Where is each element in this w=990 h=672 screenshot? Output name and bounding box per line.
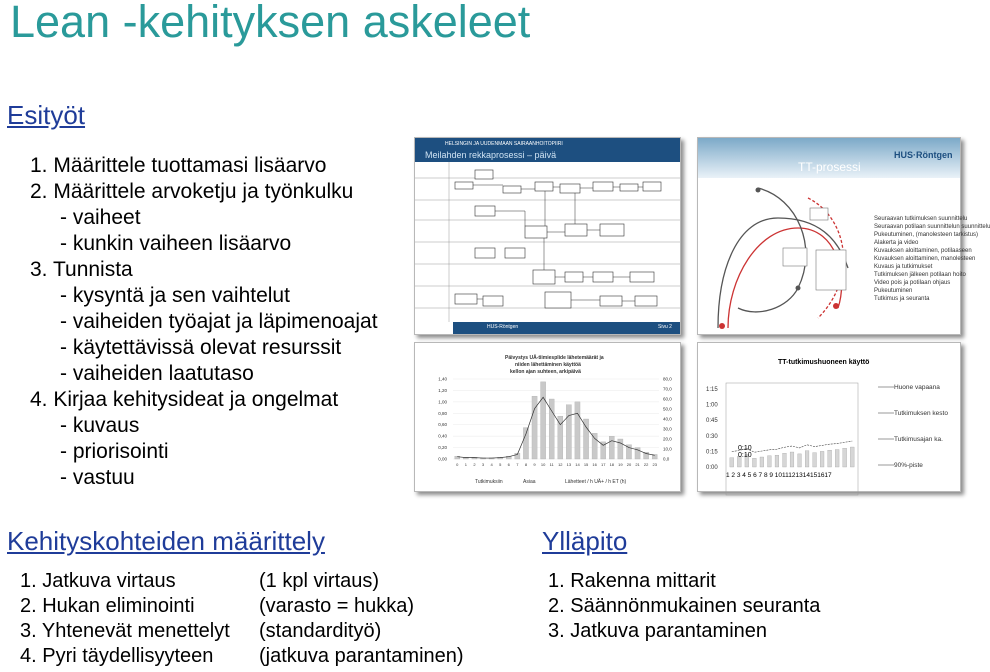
bar-chart-x-tick: 1 [464,462,467,467]
process-map-image [414,137,681,335]
tt-room-bar [760,457,764,467]
page-title: Lean -kehityksen askeleet [10,0,531,47]
process-map-title: Meilahden rekkaprosessi – päivä [425,150,557,160]
tt-legend-1: Seuraavan tutkimuksen suunnittelu [874,216,968,222]
tt-legend-11: Tutkimus ja seuranta [874,296,930,302]
bar-chart-bar [592,433,597,459]
bar-chart-left-tick: 1,40 [438,376,447,382]
bar-chart-bar [523,428,528,459]
tt-room-legend-3: Tutkimusajan ka. [894,436,943,443]
bar-chart-legend-1: Tutkimuksiin [475,479,503,485]
list-item: - käytettävissä olevat resurssit [60,336,342,359]
tt-room-bar [790,452,794,467]
bar-chart-x-tick: 16 [592,462,597,467]
bar-chart-x-tick: 14 [575,462,580,467]
tt-legend-7: Kuvaus ja tutkimukset [874,264,933,270]
hus-logo: HUS·Röntgen [894,150,953,160]
bar-chart-legend-2: Asiaa [523,479,536,485]
bar-chart-left-tick: 0,80 [438,410,447,416]
esityot-list [30,153,378,491]
tt-room-legend-4: 90%-piste [894,462,923,469]
bar-chart-bar [583,419,588,459]
tt-room-bar [730,458,734,467]
list-item: 3. Jatkuva parantaminen [548,620,768,642]
tt-process-image [697,137,990,335]
section-heading-kehitys: Kehityskohteiden määrittely [7,526,325,556]
list-item: 4. Kirjaa kehitysideat ja ongelmat [30,388,339,411]
list-item-note: (1 kpl virtaus) [259,570,380,592]
tt-annotation-1: 0:10 [738,445,752,452]
bar-chart-x-tick: 0 [456,462,459,467]
bar-chart-x-tick: 3 [481,462,485,467]
tt-room-bar [850,447,854,467]
bar-chart-right-tick: 70,0 [663,386,672,392]
list-item: 3. Yhtenevät menettelyt [20,620,230,642]
tt-room-y-tick: 1:15 [706,387,718,393]
tt-legend-4: Alakerta ja video [874,240,919,246]
tt-legend-9: Video pois ja potilaan ohjaus [874,280,951,286]
list-item: 2. Säännönmukainen seuranta [548,595,821,617]
bar-chart-x-tick: 7 [516,462,519,467]
bar-chart-x-tick: 12 [558,462,563,467]
bar-chart-bar [618,439,623,459]
bar-chart-x-tick: 19 [618,462,623,467]
list-item: 1. Määrittele tuottamasi lisäarvo [30,154,327,177]
bar-chart-x-tick: 13 [566,462,572,467]
section-heading-yllapito: Ylläpito [542,526,628,556]
bar-chart-x-tick: 4 [490,462,493,467]
bar-chart-x-tick: 5 [499,462,502,467]
bar-chart-bar [532,396,537,459]
bar-chart-line-series [457,397,654,458]
bar-chart-x-tick: 22 [643,462,649,467]
bar-chart-x-tick: 21 [635,462,640,467]
tt-room-legend-2: Tutkimuksen kesto [894,410,948,417]
tt-legend-6: Kuvauksen aloittaminen, manolesteen [874,256,976,262]
list-item: 3. Tunnista [30,258,133,281]
list-item: - vaiheiden työajat ja läpimenoajat [60,310,378,333]
list-item: 1. Jatkuva virtaus [20,570,176,592]
tt-room-y-tick: 0:15 [706,449,718,456]
tt-room-bar [768,456,772,467]
tt-room-bar [775,455,779,467]
process-map-footer-right: Sivu 2 [658,324,672,330]
tt-room-y-tick: 0:00 [706,465,718,471]
bar-chart-right-tick: 50,0 [663,406,672,412]
bar-chart-bar [609,436,614,459]
bar-chart-title-2: niiden lähettäminen käyttöä [515,362,581,368]
tt-room-bar [835,450,839,467]
bar-chart-x-tick: 2 [473,462,476,467]
tt-legend-5: Kuvauksen aloittaminen, potilaaseen [874,248,972,254]
yllapito-list [548,569,820,644]
bar-chart-left-tick: 0,00 [438,456,447,462]
bar-chart-x-tick: 17 [600,462,606,467]
process-map-diagram [415,162,680,334]
tt-room-bar [820,451,824,467]
tt-process-title: TT-prosessi [798,160,861,174]
bar-chart-x-tick: 18 [609,462,615,467]
tt-annotation-2: 0:10 [738,452,752,459]
tt-room-bar [783,453,787,467]
bar-chart-bar [575,402,580,459]
bar-chart-bar [566,405,571,459]
kehitys-labels [20,569,230,669]
bar-chart-left-tick: 0,20 [438,445,447,451]
tt-x-ticks: 1 2 3 4 5 6 7 8 9 1011121314151617 [726,472,832,479]
bar-chart-x-tick: 10 [540,462,546,467]
section-heading-esityot: Esityöt [7,100,86,130]
bar-chart-right-tick: 20,0 [663,436,672,442]
bar-chart-right-tick: 40,0 [663,416,672,422]
tt-room-bar [828,450,832,467]
bar-chart-right-tick: 30,0 [663,426,672,432]
tt-room-bar [798,454,802,467]
tt-legend-10: Pukeutuminen [874,288,913,294]
bar-chart-right-tick: 0,0 [663,456,670,462]
tt-legend-3: Pukeutuminen, (manolesteen tarkistus) [874,232,979,238]
bar-chart-x-tick: 6 [507,462,510,467]
list-item: - vaiheet [60,206,141,229]
tt-legend-8: Tutkimuksen jälkeen potilaan hoito [874,272,966,278]
bar-chart-x-tick: 11 [549,462,554,467]
process-map-footer-left: HUS-Röntgen [487,324,519,330]
list-item-note: (varasto = hukka) [259,595,415,617]
tt-room-y-tick: 0:45 [706,418,718,425]
tt-room-chart-image [697,342,961,492]
list-item: 2. Määrittele arvoketju ja työnkulku [30,180,354,203]
tt-room-bar [813,453,817,467]
kehitys-notes [259,569,464,669]
list-item: 1. Rakenna mittarit [548,570,716,592]
list-item: - vastuu [60,466,135,489]
bar-chart-right-tick: 80,0 [663,376,672,382]
list-item: 2. Hukan eliminointi [20,595,195,617]
list-item: - vaiheiden laatutaso [60,362,254,385]
bar-chart-legend-3: Lähetteet / h UÄ+ / h ET (h) [565,479,627,485]
tt-room-bar [805,451,809,467]
bar-chart-bar [541,382,546,459]
demand-bar-chart-image [414,342,681,492]
bar-chart-left-tick: 0,40 [438,433,447,439]
bar-chart-x-tick: 20 [626,462,632,467]
bar-chart-x-tick: 8 [524,462,528,467]
process-map-org: HELSINGIN JA UUDENMAAN SAIRAANHOITOPIIRI [445,141,563,147]
bar-chart-x-tick: 9 [533,462,536,467]
bar-chart-title-1: Päivystys UÄ-tiimiesplide lähetemäärät ja [505,355,604,361]
tt-room-y-tick: 1:00 [706,402,718,409]
tt-room-bar [843,448,847,467]
bar-chart-right-tick: 10,0 [663,446,672,452]
list-item: - kuvaus [60,414,140,437]
tt-room-chart-title: TT-tutkimushuoneen käyttö [778,359,870,366]
tt-room-y-tick: 0:30 [706,433,718,440]
bar-chart-x-tick: 15 [583,462,589,467]
bar-chart-left-tick: 1,20 [438,387,447,393]
bar-chart-right-tick: 60,0 [663,396,672,402]
list-item: 4. Pyri täydellisyyteen [20,645,214,667]
tt-legend-2: Seuraavan potilaan suunnittelun suunnittelu [874,224,990,230]
bar-chart-left-tick: 1,00 [438,399,447,405]
bar-chart-title-3: kellon ajan suhteen, arkipäivä [510,369,581,375]
bar-chart-x-tick: 23 [652,462,657,467]
list-item: - priorisointi [60,440,169,463]
list-item: - kysyntä ja sen vaihtelut [60,284,290,307]
list-item: - kunkin vaiheen lisäarvo [60,232,292,255]
tt-room-bar [752,458,756,467]
tt-room-legend-1: Huone vapaana [894,384,940,391]
list-item-note: (jatkuva parantaminen) [259,645,464,667]
list-item-note: (standardityö) [259,620,382,642]
bar-chart-left-tick: 0,60 [438,422,447,428]
bar-chart-svg [415,343,680,491]
